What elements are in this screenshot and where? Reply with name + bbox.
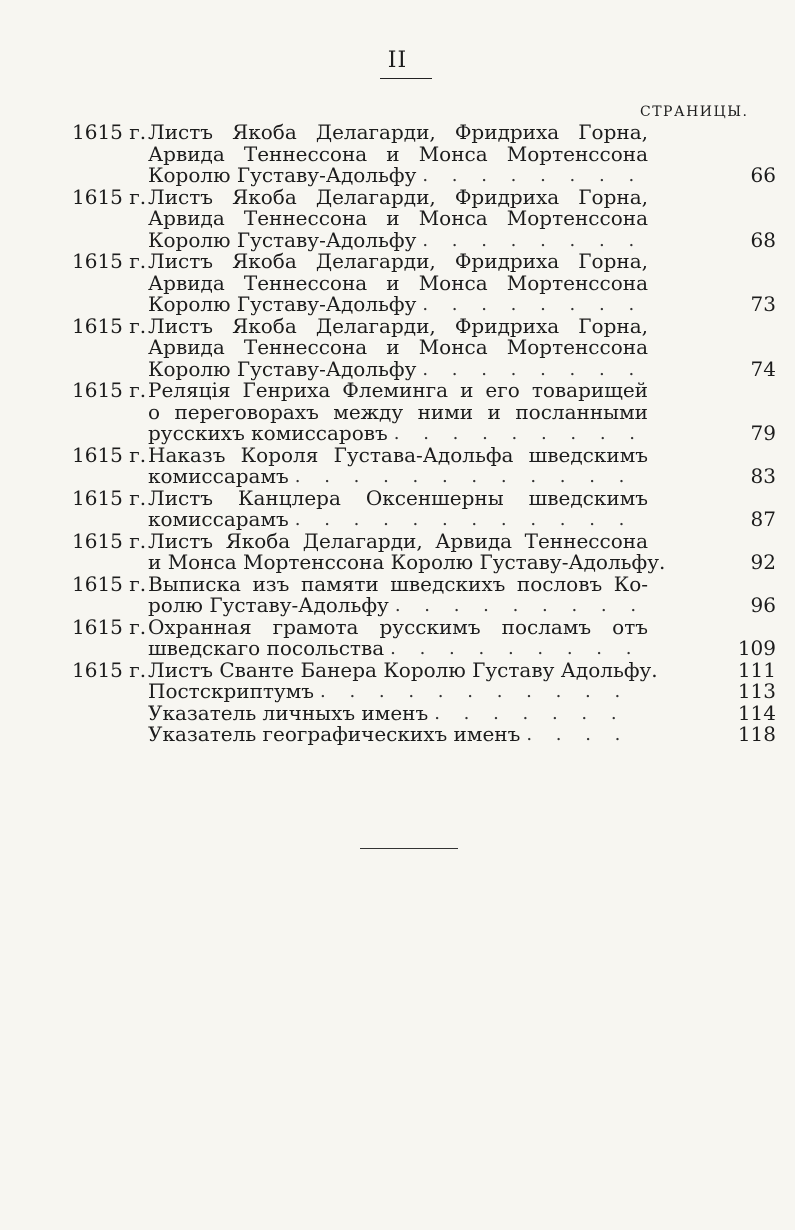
entry-title-text: Постскриптумъ <box>148 679 315 703</box>
entry-title-line <box>148 165 648 187</box>
entry-title <box>148 249 776 316</box>
dot-leader <box>526 724 642 746</box>
entry-page-number: 73 <box>750 292 776 316</box>
entry-title-line: Реляція Генриха Флеминга и его товарищей <box>148 378 648 402</box>
entry-title <box>148 313 776 381</box>
entry-title-line <box>148 657 658 682</box>
entry-page-number: 79 <box>750 421 776 445</box>
dot-leader <box>390 638 642 660</box>
entry-title <box>148 722 776 746</box>
entry-title <box>148 528 776 574</box>
entry-title <box>148 485 776 531</box>
entry-year: 1615 г. <box>72 571 147 596</box>
entry-title-line: Листъ Якоба Делагарди, Фридриха Горна, <box>148 249 648 273</box>
dot-leader <box>422 359 642 381</box>
entry-title-line: Арвида Теннессона и Монса Мортенссона <box>148 270 648 295</box>
toc-entry <box>72 722 776 746</box>
entry-title <box>148 378 776 445</box>
entry-page-number: 114 <box>737 700 776 725</box>
entry-year: 1615 г. <box>72 184 147 209</box>
dot-leader <box>395 595 642 617</box>
entry-year: 1615 г. <box>72 378 147 402</box>
toc-entry <box>72 528 776 574</box>
entry-page-number: 83 <box>750 464 776 488</box>
toc-entry <box>72 120 776 187</box>
page-number-rule <box>380 78 432 79</box>
entry-page-number: 68 <box>750 227 776 252</box>
entry-title <box>148 442 776 488</box>
entry-page-number: 96 <box>750 593 776 617</box>
entry-page-number: 109 <box>737 636 776 660</box>
entry-title-text: и Монса Мортенссона Королю Густаву-Адольфу. <box>148 550 666 574</box>
entry-title-line: Выписка изъ памяти шведскихъ пословъ Ко- <box>148 571 648 596</box>
entry-year: 1615 г. <box>72 120 147 144</box>
entry-title-line: Арвида Теннессона и Монса Мортенссона <box>148 335 648 359</box>
entry-page-number: 66 <box>750 163 776 187</box>
dot-leader <box>422 165 642 187</box>
toc-entry <box>72 313 776 381</box>
section-divider <box>360 848 458 849</box>
entry-title-line <box>148 423 648 445</box>
page-number: II <box>387 48 408 73</box>
dot-leader <box>422 230 642 252</box>
entry-year: 1615 г. <box>72 249 147 273</box>
entry-page-number: 92 <box>750 550 776 574</box>
entry-title <box>148 120 776 187</box>
entry-title-text: Королю Густаву-Адольфу <box>148 227 417 252</box>
entry-year: 1615 г. <box>72 528 147 553</box>
pages-column-header: СТРАНИЦЫ. <box>640 104 749 120</box>
entry-title-line: Охранная грамота русскимъ посламъ отъ <box>148 614 648 639</box>
entry-title-text: Королю Густаву-Адольфу <box>148 163 417 187</box>
entry-title-text: комиссарамъ <box>148 507 289 531</box>
entry-title-line <box>148 509 648 531</box>
entry-year: 1615 г. <box>72 485 147 510</box>
dot-leader <box>394 423 642 445</box>
entry-title-line <box>148 700 648 725</box>
entry-title-text: Королю Густаву-Адольфу <box>148 292 417 316</box>
dot-leader <box>422 294 642 316</box>
entry-title-line <box>148 294 648 316</box>
entry-title-text: Указатель личныхъ именъ <box>148 700 429 725</box>
table-of-contents <box>72 120 776 746</box>
entry-year: 1615 г. <box>72 657 147 682</box>
entry-title-line: Листъ Якоба Делагарди, Фридриха Горна, <box>148 120 648 144</box>
entry-page-number: 111 <box>737 657 776 682</box>
entry-title-line <box>148 227 648 252</box>
entry-page-number: 87 <box>750 507 776 531</box>
entry-title <box>148 571 776 617</box>
toc-entry <box>72 249 776 316</box>
entry-title-text: комиссарамъ <box>148 464 289 488</box>
dot-leader <box>295 509 642 531</box>
toc-entry <box>72 679 776 703</box>
entry-title-line: Листъ Якоба Делагарди, Фридриха Горна, <box>148 184 648 209</box>
entry-title-text: Королю Густаву-Адольфу <box>148 356 417 381</box>
toc-entry <box>72 184 776 252</box>
entry-title-line <box>148 638 648 660</box>
entry-title-line <box>148 356 648 381</box>
entry-title <box>148 184 776 252</box>
entry-title <box>148 614 776 660</box>
entry-year: 1615 г. <box>72 614 147 639</box>
entry-title <box>148 700 776 725</box>
entry-title-line <box>148 595 648 617</box>
toc-entry <box>72 571 776 617</box>
entry-title-line: Наказъ Короля Густава-Адольфа шведскимъ <box>148 442 648 467</box>
entry-title-line: Листъ Канцлера Оксеншерны шведскимъ <box>148 485 648 510</box>
entry-page-number: 74 <box>750 356 776 381</box>
entry-title-text: Листъ Сванте Банера Королю Густаву Адольфу. <box>148 657 658 682</box>
entry-year: 1615 г. <box>72 313 147 338</box>
entry-title-text: ролю Густаву-Адольфу <box>148 593 389 617</box>
dot-leader <box>320 681 642 703</box>
entry-title <box>148 657 776 682</box>
entry-title-line: о переговорахъ между ними и посланными <box>148 399 648 424</box>
entry-year: 1615 г. <box>72 442 147 467</box>
entry-title-line <box>148 724 648 746</box>
toc-entry <box>72 614 776 660</box>
entry-title-line: Листъ Якоба Делагарди, Арвида Теннессона <box>148 528 648 553</box>
entry-title <box>148 679 776 703</box>
toc-entry <box>72 378 776 445</box>
entry-title-text: Указатель географическихъ именъ <box>148 722 521 746</box>
toc-entry <box>72 700 776 725</box>
entry-page-number: 113 <box>737 679 776 703</box>
entry-title-line <box>148 550 666 574</box>
toc-entry <box>72 442 776 488</box>
dot-leader <box>295 466 642 488</box>
entry-page-number: 118 <box>737 722 776 746</box>
entry-title-line: Арвида Теннессона и Монса Мортенссона <box>148 141 648 166</box>
toc-entry <box>72 657 776 682</box>
entry-title-line <box>148 681 648 703</box>
entry-title-text: русскихъ комиссаровъ <box>148 421 388 445</box>
entry-title-line: Арвида Теннессона и Монса Мортенссона <box>148 206 648 230</box>
entry-title-text: шведскаго посольства <box>148 636 385 660</box>
toc-entry <box>72 485 776 531</box>
entry-title-line <box>148 466 648 488</box>
dot-leader <box>434 703 642 725</box>
entry-title-line: Листъ Якоба Делагарди, Фридриха Горна, <box>148 313 648 338</box>
